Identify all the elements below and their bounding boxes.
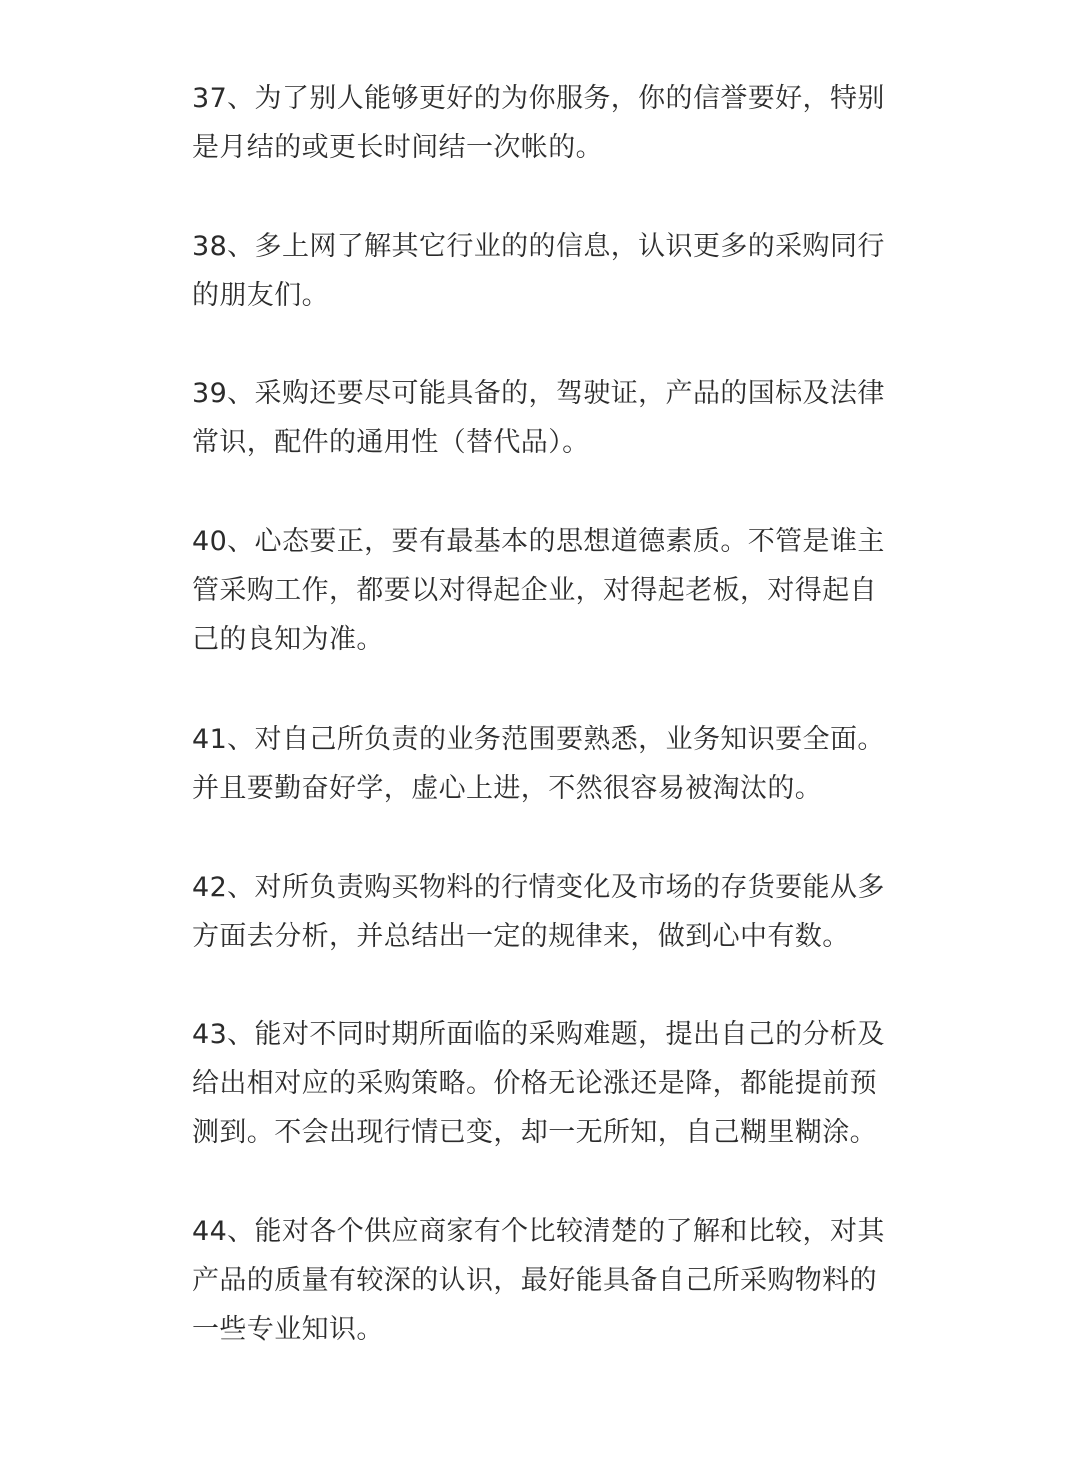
paragraph-line: 方面去分析，并总结出一定的规律来，做到心中有数。 xyxy=(192,921,850,952)
paragraph-line: 测到。不会出现行情已变，却一无所知，自己糊里糊涂。 xyxy=(192,1117,877,1148)
paragraph-line: 己的良知为准。 xyxy=(192,624,384,655)
paragraph-line: 43、能对不同时期所面临的采购难题，提出自己的分析及 xyxy=(192,1019,885,1050)
paragraph-41 xyxy=(192,715,892,813)
paragraph-line: 39、采购还要尽可能具备的，驾驶证，产品的国标及法律 xyxy=(192,378,885,409)
paragraph-43 xyxy=(192,1010,892,1157)
paragraph-line: 产品的质量有较深的认识，最好能具备自己所采购物料的 xyxy=(192,1265,877,1296)
paragraph-40 xyxy=(192,517,892,664)
paragraph-39 xyxy=(192,369,892,467)
paragraph-line: 并且要勤奋好学，虚心上进，不然很容易被淘汰的。 xyxy=(192,773,823,804)
paragraph-line: 44、能对各个供应商家有个比较清楚的了解和比较，对其 xyxy=(192,1216,885,1247)
paragraph-37 xyxy=(192,74,892,172)
paragraph-line: 42、对所负责购买物料的行情变化及市场的存货要能从多 xyxy=(192,872,885,903)
paragraph-line: 常识，配件的通用性（替代品）。 xyxy=(192,427,590,458)
paragraph-44 xyxy=(192,1207,892,1354)
paragraph-line: 38、多上网了解其它行业的的信息，认识更多的采购同行 xyxy=(192,231,885,262)
paragraph-line: 给出相对应的采购策略。价格无论涨还是降，都能提前预 xyxy=(192,1068,877,1099)
paragraph-line: 管采购工作，都要以对得起企业，对得起老板，对得起自 xyxy=(192,575,877,606)
paragraph-line: 40、心态要正，要有最基本的思想道德素质。不管是谁主 xyxy=(192,526,885,557)
paragraph-38 xyxy=(192,222,892,320)
paragraph-line: 一些专业知识。 xyxy=(192,1314,384,1345)
paragraph-line: 41、对自己所负责的业务范围要熟悉，业务知识要全面。 xyxy=(192,724,885,755)
paragraph-42 xyxy=(192,863,892,961)
paragraph-line: 是月结的或更长时间结一次帐的。 xyxy=(192,132,603,163)
paragraph-line: 37、为了别人能够更好的为你服务，你的信誉要好，特别 xyxy=(192,83,885,114)
paragraph-line: 的朋友们。 xyxy=(192,280,329,311)
